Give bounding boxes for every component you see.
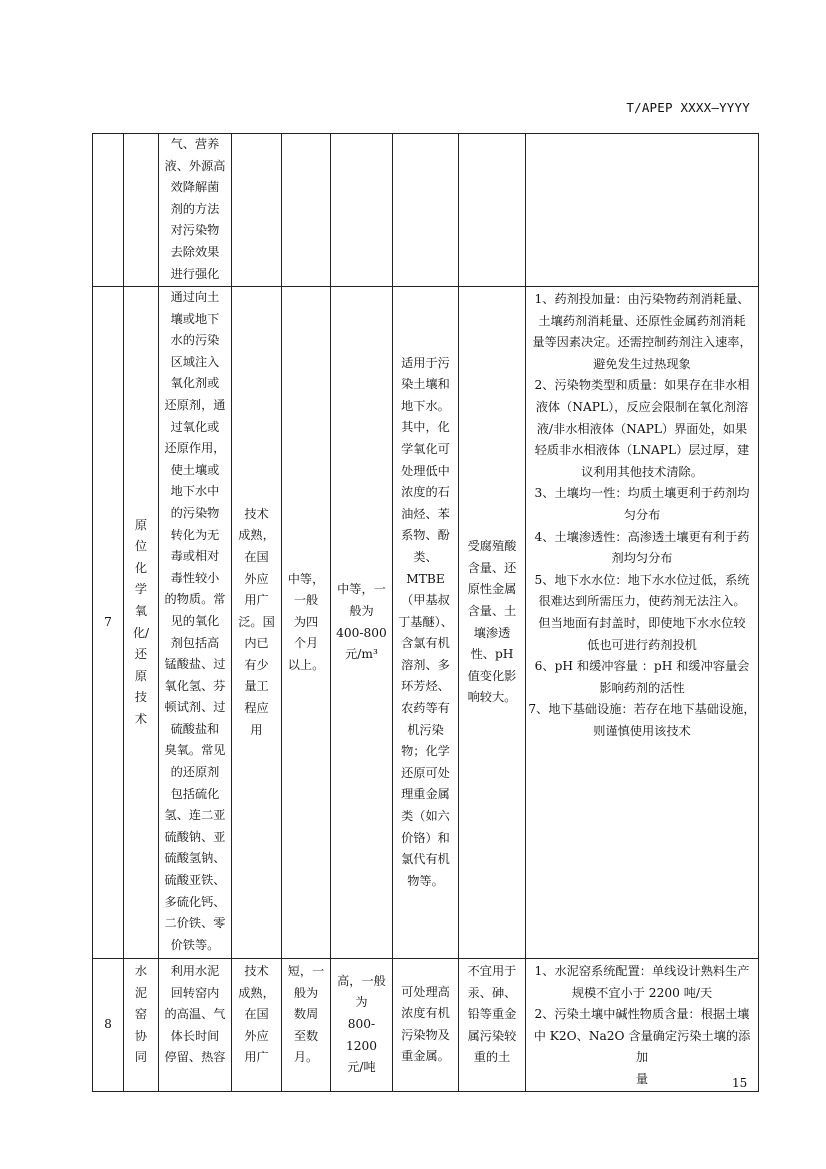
document-code-header: T/APEP XXXX—YYYY bbox=[626, 100, 750, 115]
cell-notes bbox=[526, 134, 759, 287]
technology-table bbox=[92, 133, 759, 1092]
table-row bbox=[93, 134, 759, 287]
cell-no: 8 bbox=[93, 959, 124, 1092]
cell-no: 7 bbox=[93, 287, 124, 959]
cell-applicability: 可处理高 浓度有机 污染物及 重金属。 bbox=[393, 959, 459, 1092]
cell-name: 原 位 化 学 氧 化/ 还 原 技 术 bbox=[124, 287, 159, 959]
cell-maturity: 技术 成熟， 在国 外应 用广 bbox=[232, 959, 282, 1092]
cell-principle: 气、营养 液、外源高 效降解菌 剂的方法 对污染物 去除效果 进行强化 bbox=[159, 134, 232, 287]
cell-cost: 高，一般 为 800-1200 元/吨 bbox=[331, 959, 393, 1092]
table-row bbox=[93, 959, 759, 1092]
cell-no bbox=[93, 134, 124, 287]
cell-principle: 利用水泥 回转窑内 的高温、气 体长时间 停留、热容 bbox=[159, 959, 232, 1092]
cell-name bbox=[124, 134, 159, 287]
cell-maturity: 技术 成熟， 在国 外应 用广 泛。国 内已 有少 量工 程应 用 bbox=[232, 287, 282, 959]
cell-limitation bbox=[459, 134, 526, 287]
cell-limitation: 受腐殖酸 含量、还 原性金属 含量、土 壤渗透 性、pH 值变化影 响较大。 bbox=[459, 287, 526, 959]
cell-name: 水 泥 窑 协 同 bbox=[124, 959, 159, 1092]
cell-applicability bbox=[393, 134, 459, 287]
cell-period bbox=[282, 134, 331, 287]
cell-limitation: 不宜用于 汞、砷、 铅等重金 属污染较 重的土 bbox=[459, 959, 526, 1092]
cell-notes: 1、水泥窑系统配置：单线设计熟料生产 规模不宜小于 2200 吨/天 2、污染土壤中碱性物质含量：根据土壤 中 K2O、Na2O 含量确定污染土壤的添加 量 bbox=[526, 959, 759, 1092]
cell-period: 中等， 一般 为四 个月 以上。 bbox=[282, 287, 331, 959]
cell-cost: 中等，一 般为 400-800 元/m³ bbox=[331, 287, 393, 959]
cell-period: 短，一 般为 数周 至数 月。 bbox=[282, 959, 331, 1092]
page-number: 15 bbox=[732, 1076, 748, 1090]
cell-notes: 1、药剂投加量：由污染物药剂消耗量、 土壤药剂消耗量、还原性金属药剂消耗 量等因素决定。还需控制药剂注入速率， 避免发生过热现象 2、污染物类型和质量：如果存在非水相 液体（NAPL），反应会限制在氧化剂溶 液/非水相液体（NAPL）界面处，如果 轻质非水相液体（LNAPL）层过厚，建 议利用其他技术清除。 3、土壤均一性：均质土壤更利于药剂均 匀分布 4、土壤渗透性：高渗透土壤更有利于药 剂均匀分布 5、地下水水位：地下水水位过低，系统 很难达到所需压力，使药剂无法注入。 但当地面有封盖时，即使地下水水位较 低也可进行药剂投机 6、pH 和缓冲容量 ：pH 和缓冲容量会 影响药剂的活性 7、地下基础设施：若存在地下基础设施， 则谨慎使用该技术 bbox=[526, 287, 759, 959]
cell-maturity bbox=[232, 134, 282, 287]
cell-cost bbox=[331, 134, 393, 287]
table-row bbox=[93, 287, 759, 959]
cell-principle: 通过向土 壤或地下 水的污染 区域注入 氧化剂或 还原剂，通 过氧化或 还原作用， 使土壤或 地下水中 的污染物 转化为无 毒或相对 毒性较小 的物质。常 见的氧化 剂包括高 锰酸盐、过 氧化氢、芬 顿试剂、过 硫酸盐和 臭氧。常见 的还原剂 包括硫化 氢、连二亚 硫酸钠、亚 硫酸氢钠、 硫酸亚铁、 多硫化钙、 二价铁、零 价铁等。 bbox=[159, 287, 232, 959]
cell-applicability: 适用于污 染土壤和 地下水。 其中，化 学氧化可 处理低中 浓度的石 油烃、苯 系物、酚 类、 MTBE （甲基叔 丁基醚）、 含氯有机 溶剂、多 环芳烃、 农药等有 机污染 物；化学 还原可处 理重金属 类（如六 价铬）和 氯代有机 物等。 bbox=[393, 287, 459, 959]
